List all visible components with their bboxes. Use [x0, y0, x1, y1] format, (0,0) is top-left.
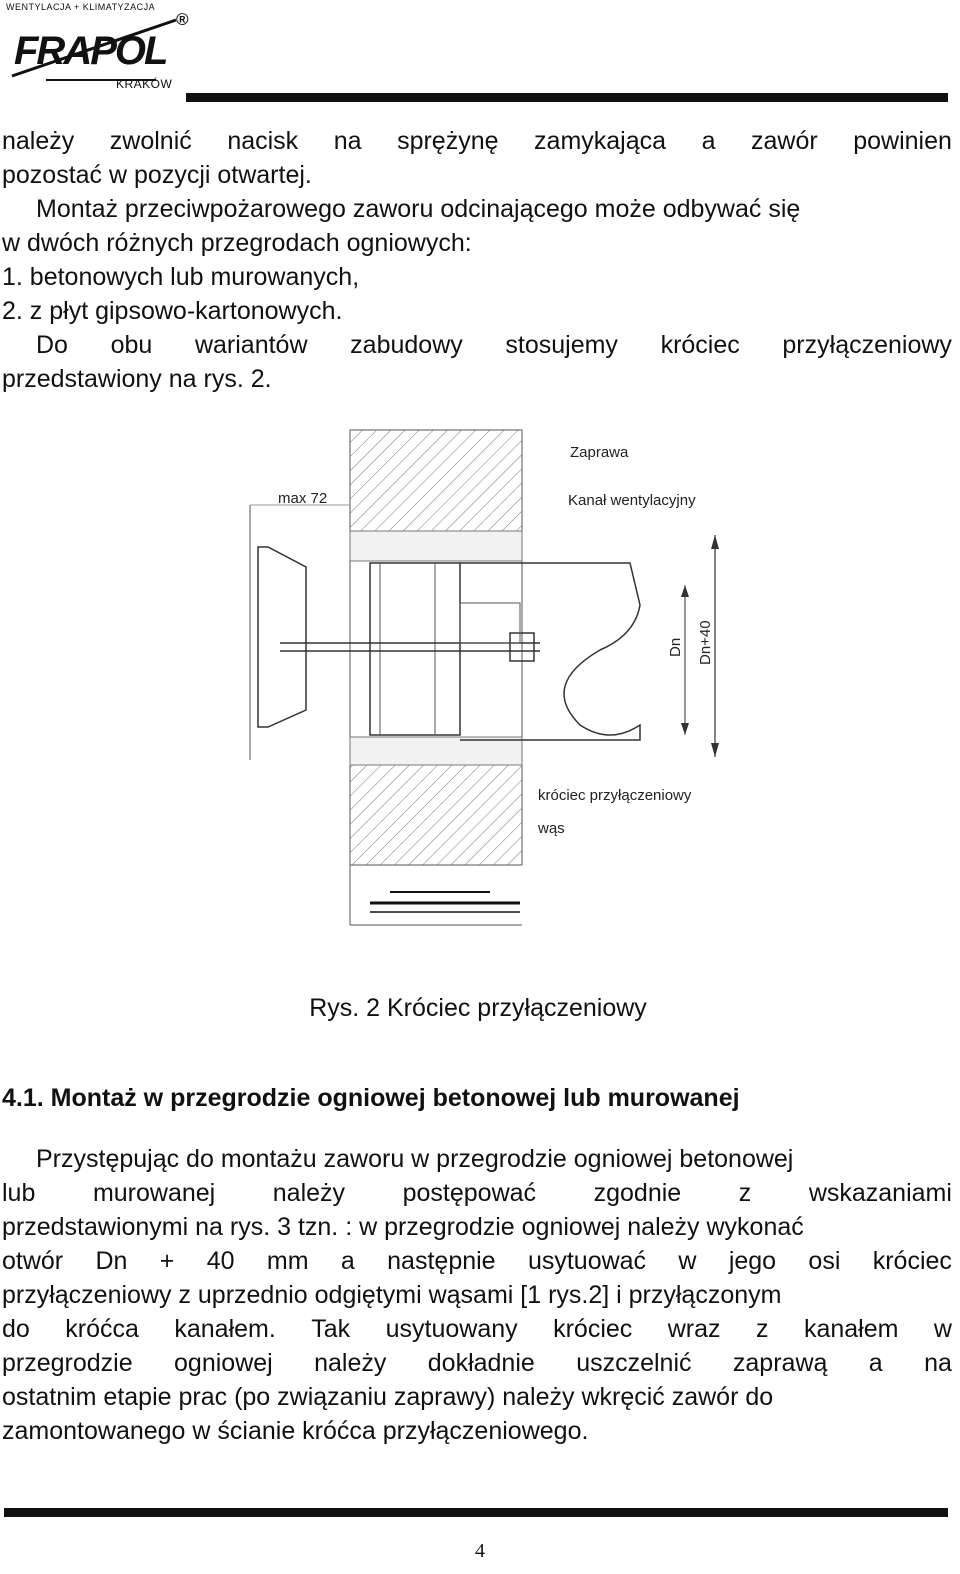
section-line-7 [2, 1346, 952, 1380]
word: króciec [553, 1315, 633, 1343]
word: króciec [872, 1247, 952, 1275]
figure-caption-text: Rys. 2 Króciec przyłączeniowy [309, 994, 647, 1022]
label-spigot: króciec przyłączeniowy [538, 787, 692, 804]
word: mm [266, 1247, 309, 1275]
company-tagline: WENTYLACJA + KLIMATYZACJA [6, 2, 156, 12]
word: zawór [751, 127, 818, 155]
word: usytuować [527, 1247, 647, 1275]
word: króciec [660, 331, 740, 359]
word: postępować [402, 1179, 537, 1207]
word: przyłączeniowy [782, 331, 952, 359]
section-line-8: ostatnim etapie prac (po związaniu zaprawy) należy wkręcić zawór do [2, 1383, 774, 1411]
logo-wordmark: FRAPOL [14, 29, 167, 73]
header-rule [186, 93, 948, 102]
spigot-drawing [240, 425, 730, 935]
section-line-1: Przystępując do montażu zaworu w przegrodzie ogniowej betonowej [36, 1145, 794, 1173]
word: zabudowy [350, 331, 463, 359]
word: Dn [95, 1247, 128, 1275]
section-line-2 [2, 1176, 952, 1210]
word: ogniowej [174, 1349, 273, 1377]
intro-line-4: w dwóch różnych przegrodach ogniowych: [2, 229, 472, 257]
word: kanałem [803, 1315, 899, 1343]
intro-paragraph [2, 124, 952, 396]
word: z [738, 1179, 752, 1207]
word: a [868, 1349, 883, 1377]
word: zgodnie [593, 1179, 682, 1207]
page-header [0, 0, 960, 106]
section-line-6 [2, 1312, 952, 1346]
word: do [2, 1315, 30, 1343]
word: wraz [667, 1315, 721, 1343]
word: dokładnie [427, 1349, 535, 1377]
word: należy [2, 127, 75, 155]
intro-line-7 [2, 328, 952, 362]
word: w [678, 1247, 697, 1275]
dim-max: max 72 [278, 490, 328, 507]
word: otwór [2, 1247, 64, 1275]
section-paragraph [2, 1142, 952, 1448]
word: w [933, 1315, 952, 1343]
intro-line-2: pozostać w pozycji otwartej. [2, 161, 312, 189]
word: zamykająca [534, 127, 667, 155]
label-duct: Kanał wentylacyjny [568, 492, 696, 509]
word: należy [272, 1179, 346, 1207]
word: zaprawą [732, 1349, 828, 1377]
word: osi [808, 1247, 841, 1275]
intro-line-6: 2. z płyt gipsowo-kartonowych. [2, 297, 343, 325]
word: wskazaniami [808, 1179, 952, 1207]
page-number: 4 [475, 1540, 485, 1562]
word: Do [36, 331, 68, 359]
intro-line-1 [2, 124, 952, 158]
intro-line-8: przedstawiony na rys. 2. [2, 365, 272, 393]
section-heading: 4.1. Montaż w przegrodzie ogniowej betonowej lub murowanej [2, 1084, 740, 1112]
word: obu [110, 331, 153, 359]
label-whisker: wąs [538, 820, 565, 837]
spigot-body [370, 563, 460, 735]
mortar-lower [350, 737, 522, 765]
intro-line-3: Montaż przeciwpożarowego zaworu odcinającego może odbywać się [36, 195, 801, 223]
word: należy [314, 1349, 387, 1377]
word: lub [2, 1179, 36, 1207]
word: zwolnić [109, 127, 192, 155]
word: murowanej [92, 1179, 216, 1207]
word: + [159, 1247, 175, 1275]
registered-mark: ® [176, 10, 189, 29]
figure-caption [0, 994, 960, 1023]
word: na [333, 127, 362, 155]
section-line-4 [2, 1244, 952, 1278]
word: uszczelnić [576, 1349, 692, 1377]
word: jego [728, 1247, 777, 1275]
word: 40 [206, 1247, 235, 1275]
section-line-9: zamontowanego w ścianie króćca przyłączeniowego. [2, 1417, 589, 1445]
company-city: KRAKÓW [116, 77, 173, 91]
word: sprężynę [397, 127, 499, 155]
intro-line-5: 1. betonowych lub murowanych, [2, 263, 360, 291]
section-line-5: przyłączeniowy z uprzednio odgiętymi wąsami [1 rys.2] i przyłączonym [2, 1281, 782, 1309]
word: kanałem. [174, 1315, 276, 1343]
section-line-3: przedstawionymi na rys. 3 tzn. : w przegrodzie ogniowej należy wykonać [2, 1213, 804, 1241]
word: na [924, 1349, 952, 1377]
mortar-upper [350, 531, 522, 561]
word: nacisk [227, 127, 299, 155]
word: stosujemy [505, 331, 618, 359]
word: powinien [853, 127, 952, 155]
word: króćca [65, 1315, 139, 1343]
label-mortar: Zaprawa [570, 444, 629, 461]
word: z [756, 1315, 769, 1343]
dim-dn40: Dn+40 [697, 620, 714, 665]
word: Tak [311, 1315, 351, 1343]
word: usytuowany [385, 1315, 518, 1343]
word: a [701, 127, 716, 155]
valve-flange [258, 547, 306, 727]
word: następnie [387, 1247, 496, 1275]
word: wariantów [194, 331, 308, 359]
footer-rule [4, 1508, 948, 1517]
word: a [340, 1247, 355, 1275]
word: przegrodzie [2, 1349, 133, 1377]
dim-dn: Dn [667, 637, 684, 657]
